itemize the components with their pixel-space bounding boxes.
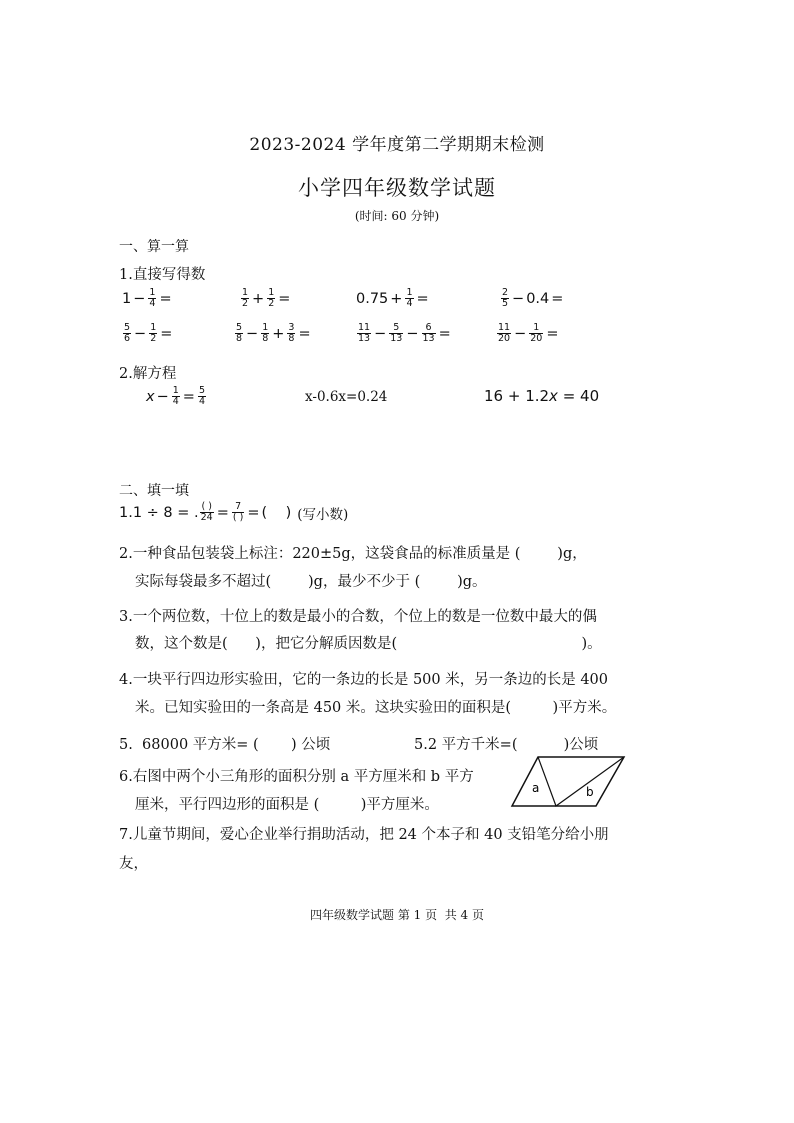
fill-q4-line2: 米。已知实验田的一条高是 450 米。这块实验田的面积是( )平方米。: [135, 700, 617, 716]
fill-q3-line2: 数，这个数是( )，把它分解质因数是( )。: [135, 636, 602, 652]
page-footer: 四年级数学试题 第 1 页 共 4 页: [310, 908, 484, 922]
fill-q7-line2: 友，: [119, 856, 148, 872]
calc-2d: $\frac{11}{20}$ − $\frac{1}{20}$ =: [498, 322, 559, 344]
exam-subtitle: 小学四年级数学试题: [298, 176, 496, 200]
section2-heading: 二、填一填: [119, 483, 189, 499]
calc-1c: 0.75 + $\frac{1}{4}$ =: [356, 287, 429, 309]
section1-heading: 一、算一算: [119, 239, 189, 255]
time-note: (时间: 60 分钟): [354, 209, 440, 223]
q1-label: 1.直接写得数: [119, 267, 206, 283]
fill-q7-line1: 7.儿童节期间，爱心企业举行捐助活动，把 24 个本子和 40 支铅笔分给小朋: [119, 827, 609, 843]
calc-2a: $\frac{5}{6}$ − $\frac{1}{2}$ =: [124, 322, 173, 344]
q2-label: 2.解方程: [119, 366, 177, 382]
calc-1d: $\frac{2}{5}$ − 0.4 =: [502, 287, 564, 309]
figure-label-b: b: [586, 785, 594, 799]
fill-q2-line2: 实际每袋最多不超过( )g，最少不少于 ( )g。: [135, 574, 487, 590]
fill-q3-line1: 3.一个两位数，十位上的数是最小的合数，个位上的数是一位数中最大的偶: [119, 609, 597, 625]
calc-2c: $\frac{11}{13}$ − $\frac{5}{13}$ − $\frac{6}{13}$ =: [358, 322, 451, 344]
equation-1: x − $\frac{1}{4}$ = $\frac{5}{4}$: [146, 385, 205, 407]
fill-q2-line1: 2.一种食品包装袋上标注：220±5g，这袋食品的标准质量是 ( )g，: [119, 546, 587, 562]
fill-q6-line2: 厘米，平行四边形的面积是 ( )平方厘米。: [135, 797, 439, 813]
fill-q5-part1: 5. 68000 平方米= ( ) 公顷: [119, 737, 331, 753]
figure-label-a: a: [532, 781, 540, 795]
equation-3: 16 + 1.2 x = 40: [484, 387, 600, 405]
inner-triangle-lines: [538, 757, 624, 806]
equation-2: x-0.6x=0.24: [305, 389, 388, 405]
exam-title: 2023-2024 学年度第二学期期末检测: [249, 135, 545, 155]
fill-q5-part2: 5.2 平方千米=( )公顷: [414, 737, 599, 753]
fill-q1: 1.1 ÷ 8 = . $\frac{( )}{24}$ = $\frac{7}{( )}$ = ( ) (写小数): [119, 501, 349, 523]
parallelogram-outline: [512, 757, 624, 806]
parallelogram-figure: [510, 754, 626, 810]
calc-2b: $\frac{5}{8}$ − $\frac{1}{8}$ + $\frac{3}{8}$ =: [236, 322, 311, 344]
calc-1a: 1 − $\frac{1}{4}$ =: [122, 287, 172, 309]
calc-1b: $\frac{1}{2}$ + $\frac{1}{2}$ =: [242, 287, 291, 309]
fill-q4-line1: 4.一块平行四边形实验田，它的一条边的长是 500 米，另一条边的长是 400: [119, 672, 609, 688]
fill-q6-line1: 6.右图中两个小三角形的面积分别 a 平方厘米和 b 平方: [119, 769, 474, 785]
